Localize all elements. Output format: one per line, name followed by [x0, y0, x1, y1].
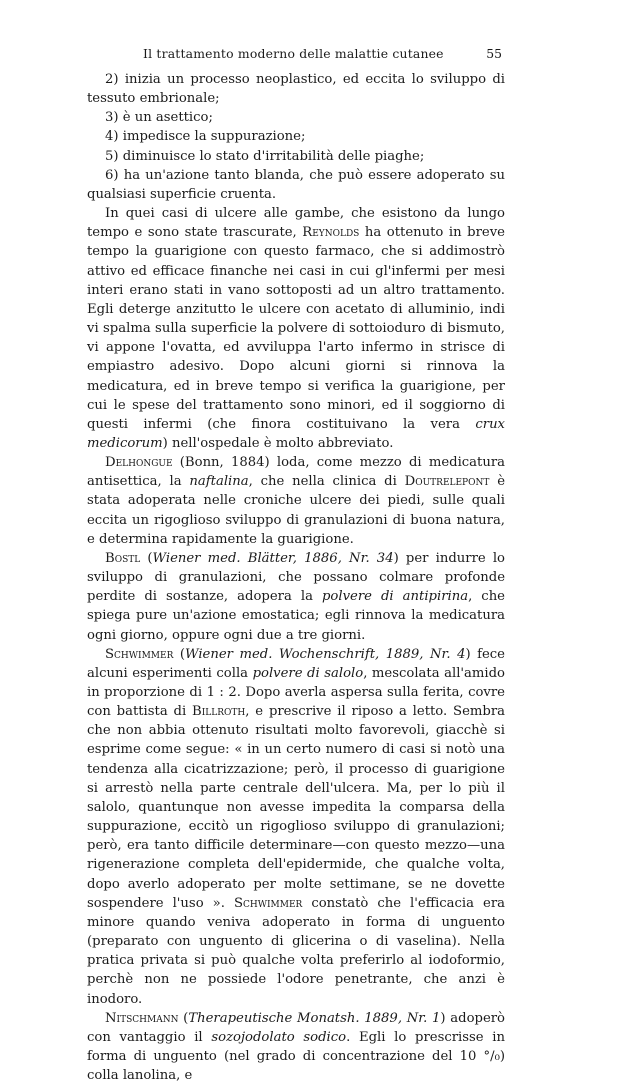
author-name: Doutrelepont: [404, 474, 490, 490]
text: , che nella clinica di: [248, 474, 405, 490]
text: ) per indurre lo sviluppo di granulazioni, che possano colmare profonde perdite di sostanze, adopera la: [87, 550, 505, 605]
running-title: Il trattamento moderno delle malattie cutanee: [143, 46, 444, 61]
list-item-4: 4) impedisce la suppurazione;: [105, 129, 306, 145]
list-item-6: 6) ha un'azione tanto blanda, che può essere adoperato su qualsiasi superficie cruenta.: [87, 167, 505, 202]
book-page: [87, 46, 505, 1085]
author-name: Delhongue: [105, 455, 173, 471]
paragraph-schwimmer: [87, 645, 505, 1009]
text: , e prescrive il riposo a letto. Sembra che non abbia ottenuto risultati molto favorevoli, giacchè si esprime come segue: « in un certo numero di casi si notò una tendenza alla cicatrizzazione; però, il processo di guarigione si arrestò nella parte centrale dell'ulcera. Ma, per lo più il salolo, quantunque non avesse impedita la comparsa della suppurazione, eccitò un rigoglioso sviluppo di granulazioni; però, era tanto difficile determinare—con questo mezzo—una rigenerazione completa dell'epidermide, che qualche volta, dopo averlo adoperato per molte settimane, se ne dovette sospendere l'uso ».: [87, 704, 505, 911]
latin-phrase: crux medicorum: [87, 416, 505, 451]
page-number: 55: [486, 46, 502, 61]
author-name: Schwimmer: [105, 646, 174, 662]
body-text: [87, 70, 505, 1085]
paragraph-reynolds: [87, 204, 505, 453]
list-item-5: 5) diminuisce lo stato d'irritabilità delle piaghe;: [105, 148, 425, 164]
text: ) adoperò con vantaggio il: [87, 1010, 505, 1045]
text: (: [178, 1010, 189, 1026]
text: In quei casi di ulcere alle gambe, che esistono da lungo tempo e sono state trascurate,: [87, 206, 505, 241]
paragraph-bostl: [87, 549, 505, 645]
citation: Therapeutische Monatsh. 1889, Nr. 1: [188, 1010, 441, 1026]
list-item-2: 2) inizia un processo neoplastico, ed eccita lo sviluppo di tessuto embrionale;: [87, 72, 505, 107]
text: . Egli lo prescrisse in forma di unguento (nel grado di concentrazione del 10 °/₀) colla lanolina, e: [87, 1029, 505, 1084]
citation: Wiener med. Blätter, 1886, Nr. 34: [152, 550, 394, 566]
text: (: [140, 550, 153, 566]
author-name: Nitschmann: [105, 1010, 179, 1026]
text: è stata adoperata nelle croniche ulcere dei piedi, sulle quali eccita un rigoglioso sviluppo di granulazioni di buona natura, e determina rapidamente la guarigione.: [87, 474, 505, 547]
drug-name: naftalina: [189, 474, 249, 490]
author-name: Bostl: [105, 550, 141, 566]
author-name: Schwimmer: [233, 895, 303, 911]
text: constatò che l'efficacia era minore quando veniva adoperato in forma di unguento (preparato con unguento di glicerina o di vaselina). Nella pratica privata si può qualche volta preferirlo al iodoformio, perchè non ne possiede l'odore penetrante, che anzi è inodoro.: [87, 895, 505, 1007]
list-item-3: 3) è un asettico;: [105, 110, 213, 126]
paragraph-nitschmann: [87, 1009, 505, 1085]
text: ) nell'ospedale è molto abbreviato.: [162, 435, 394, 451]
text: , che spiega pure un'azione emostatica; egli rinnova la medicatura ogni giorno, oppure ogni due a tre giorni.: [87, 589, 505, 643]
author-name: Billroth: [192, 704, 246, 720]
text: (: [173, 646, 186, 662]
citation: Wiener med. Wochenschrift, 1889, Nr. 4: [185, 646, 466, 662]
drug-name: polvere di antipirina: [321, 589, 469, 605]
text: ha ottenuto in breve tempo la guarigione con questo farmaco, che si addimostrò attivo ed efficace finanche nei casi in cui gl'infermi per mesi interi erano stati in vano sottoposti ad un altro trattamento. Egli deterge anzitutto le ulcere con acetato di alluminio, indi vi spalma sulla superficie la polvere di sottoioduro di bismuto, vi appone l'ovatta, ed avviluppa l'arto infermo in strisce di empiastro adesivo. Dopo alcuni giorni si rinnova la medicatura, ed in breve tempo si verifica la guarigione, per cui le spese del trattamento sono minori, ed il soggiorno di questi infermi (che finora costituivano la vera: [87, 225, 505, 432]
page-header: [87, 46, 505, 70]
text: (Bonn, 1884) loda, come mezzo di medicatura antisettica, la: [87, 455, 505, 490]
author-name: Reynolds: [302, 225, 360, 241]
drug-name: polvere di salolo: [252, 665, 364, 681]
drug-name: sozojodolato sodico: [211, 1029, 347, 1045]
paragraph-delhongue: [87, 453, 505, 549]
text: , mescolata all'amido in proporzione di 1 : 2. Dopo averla aspersa sulla ferita, covre con battista di: [87, 665, 505, 720]
text: ) fece alcuni esperimenti colla: [87, 646, 505, 681]
